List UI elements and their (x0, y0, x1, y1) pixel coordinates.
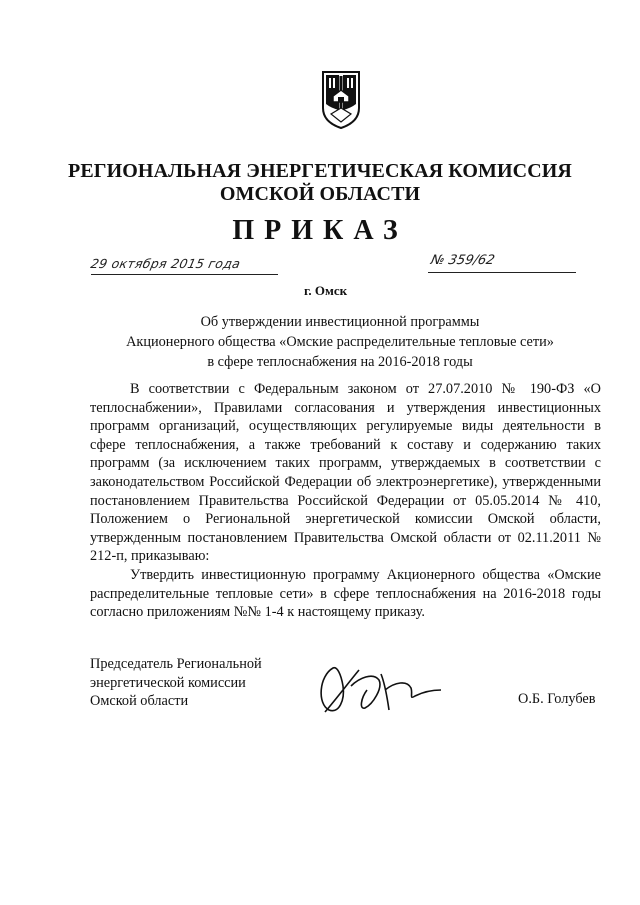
subject-line: Акционерного общества «Омские распределительные тепловые сети» (126, 334, 554, 350)
position-line: Председатель Региональной (90, 656, 262, 672)
subject-line: в сфере теплоснабжения на 2016-2018 годы (207, 354, 473, 370)
position-line: энергетической комиссии (90, 674, 246, 691)
position-line: Омской области (90, 693, 189, 709)
date-underline (91, 274, 278, 275)
organization-name-line1: РЕГИОНАЛЬНАЯ ЭНЕРГЕТИЧЕСКАЯ КОМИССИЯ (68, 160, 572, 182)
document-city: г. Омск (304, 283, 348, 298)
coat-of-arms-icon (321, 70, 361, 130)
number-underline (428, 272, 576, 273)
subject-line: Об утверждении инвестиционной программы (200, 314, 480, 330)
document-number: № 359/62 (429, 253, 496, 268)
organization-name-line2: ОМСКОЙ ОБЛАСТИ (219, 183, 421, 205)
handwritten-signature (315, 660, 445, 715)
body-paragraph-preamble: В соответствии с Федеральным законом от 27.07.2010 № 190-ФЗ «О теплоснабжении», Правилами согласования и утверждения инвестиционных программ организаций, осуществляющих регулируемые виды деятельности в сфере теплоснабжения, а также требований к составу и содержанию таких программ (за исключением таких программ, утверждаемых в соответствии с законодательством Российской Федерации об электроэнергетике), утвержденными постановлением Правительства Российской Федерации от 05.05.2014 № 410, Положением о Региональной энергетической комиссии Омской области, утвержденным постановлением Правительства Омской области от 02.11.2011 № 212-п, приказываю: (90, 381, 601, 565)
signatory-name: О.Б. Голубев (518, 691, 596, 707)
document-title: ПРИКАЗ (232, 215, 408, 246)
document-subject (60, 312, 620, 372)
document-date: 29 октября 2015 года (89, 256, 242, 271)
document-body (90, 380, 601, 622)
signatory-position (90, 655, 290, 711)
body-paragraph-order: Утвердить инвестиционную программу Акционерного общества «Омские распределительные тепловые сети» в сфере теплоснабжения на 2016-2018 годы согласно приложениям №№ 1-4 к настоящему приказу. (90, 566, 601, 621)
